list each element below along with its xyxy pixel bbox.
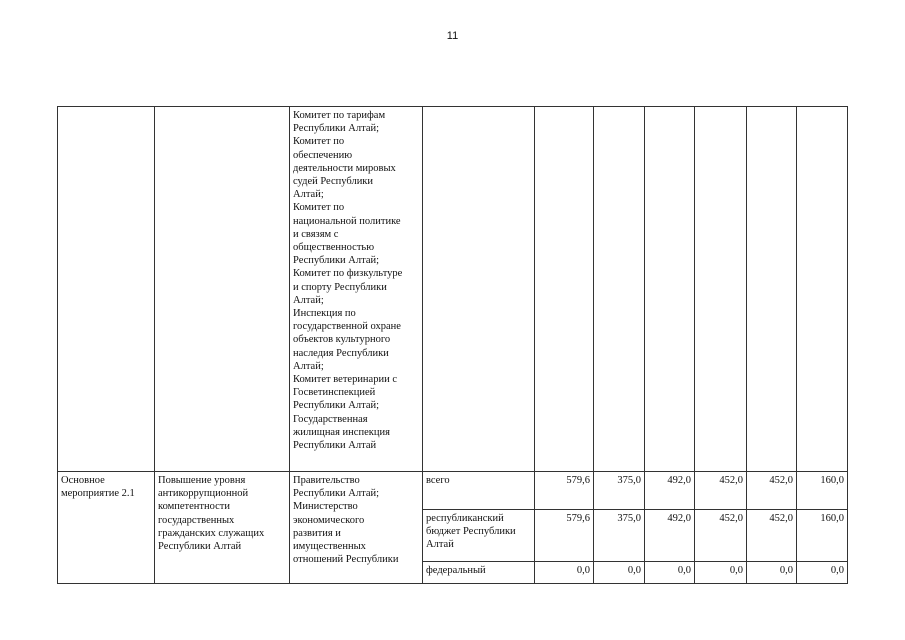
value-cell: 452,0 [747,510,797,562]
funding-source-cell: всего [423,472,535,510]
funding-source-cell: республиканский бюджет Республики Алтай [423,510,535,562]
value-cell: 0,0 [645,562,695,584]
value-cell: 452,0 [695,510,747,562]
activity-name-cell: Повышение уровня антикоррупционной компетентности государственных гражданских служащих Республики Алтай [155,472,290,584]
value-cell: 0,0 [695,562,747,584]
value-cell: 579,6 [535,510,594,562]
value-cell: 0,0 [797,562,848,584]
funding-source-cell: федеральный [423,562,535,584]
code-cell-empty [58,107,155,472]
value-cell: 0,0 [594,562,645,584]
page-number: 11 [446,30,459,42]
value-cell-empty [695,107,747,472]
continuation-row [58,107,848,472]
value-cell: 492,0 [645,510,695,562]
value-cell-empty [645,107,695,472]
value-cell-empty [747,107,797,472]
name-cell-empty [155,107,290,472]
source-cell-empty [423,107,535,472]
value-cell: 375,0 [594,472,645,510]
value-cell: 0,0 [535,562,594,584]
value-cell: 160,0 [797,472,848,510]
value-cell: 579,6 [535,472,594,510]
value-cell: 375,0 [594,510,645,562]
activity-executors-cell: Правительство Республики Алтай; Министерство экономического развития и имущественных отношений Республики [290,472,423,584]
value-cell-empty [535,107,594,472]
program-table [57,106,848,584]
value-cell-empty [594,107,645,472]
activity-code-cell: Основное мероприятие 2.1 [58,472,155,584]
value-cell-empty [797,107,848,472]
value-cell: 452,0 [747,472,797,510]
value-cell: 0,0 [747,562,797,584]
value-cell: 452,0 [695,472,747,510]
activity-row-total [58,472,848,510]
value-cell: 160,0 [797,510,848,562]
value-cell: 492,0 [645,472,695,510]
executors-cell: Комитет по тарифам Республики Алтай; Комитет по обеспечению деятельности мировых судей Республики Алтай; Комитет по национальной политике и связям с общественностью Республики Алтай; Комитет по физкультуре и спорту Республики Алтай; Инспекция по государственной охране объектов культурного наследия Республики Алтай; Комитет ветеринарии с Госветинспекцией Республики Алтай; Государственная жилищная инспекция Республики Алтай [290,107,423,472]
